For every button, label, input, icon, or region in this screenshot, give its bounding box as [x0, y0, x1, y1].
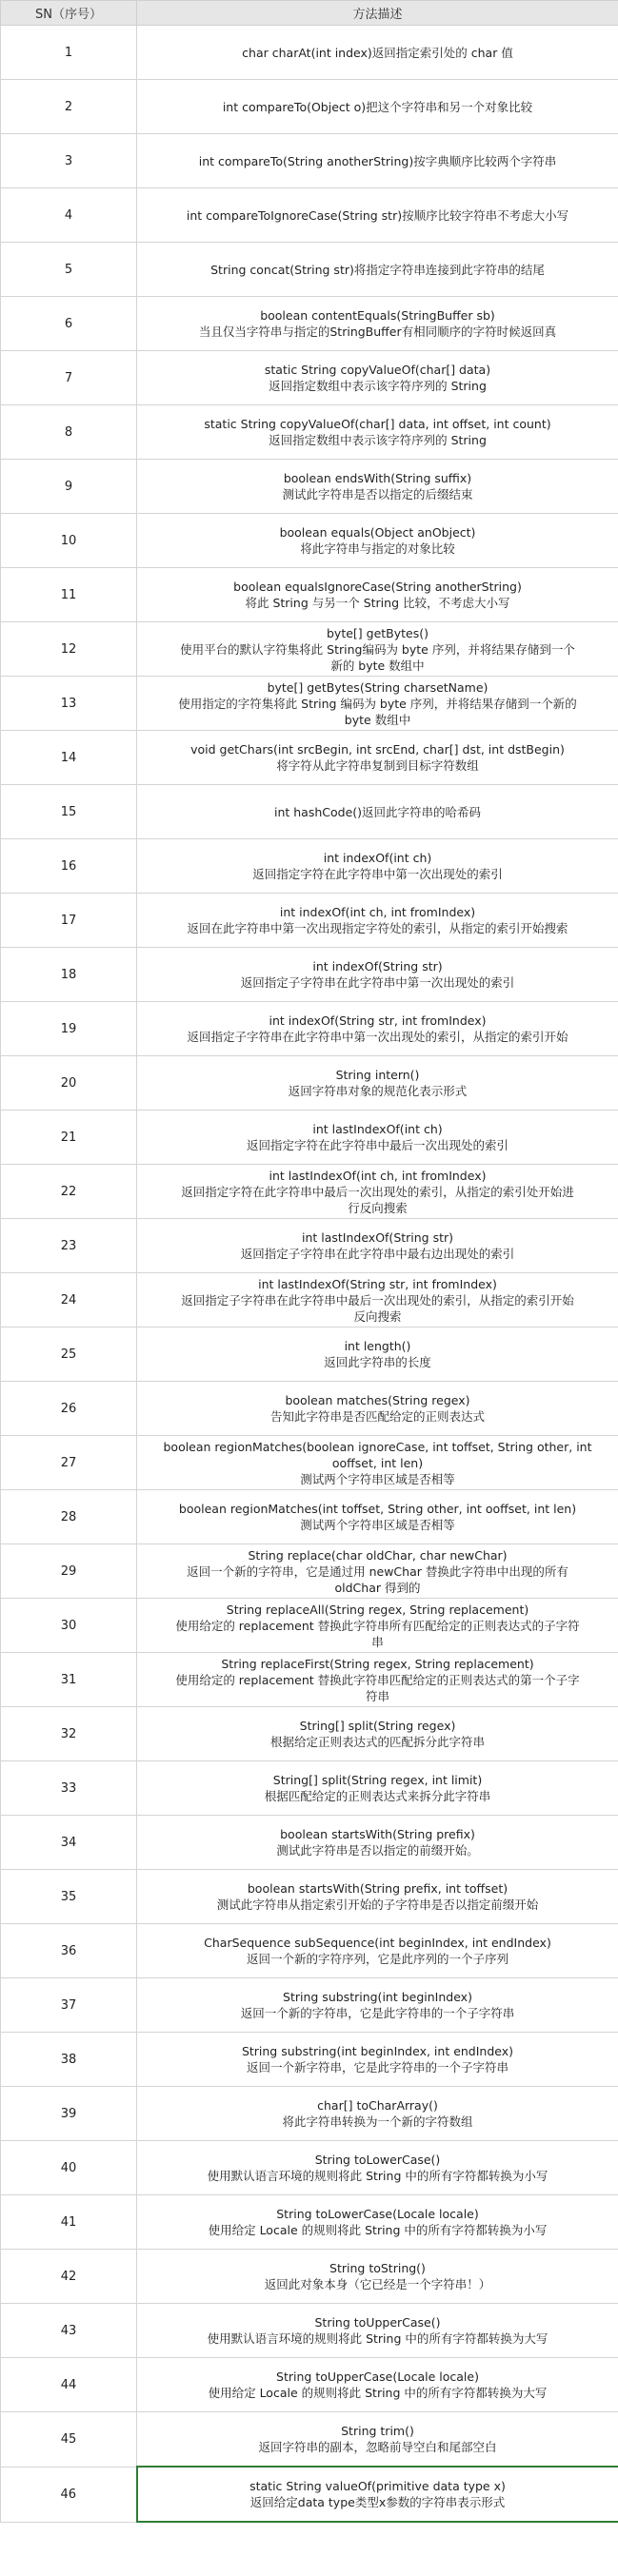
row-sn: 45 [1, 2412, 137, 2468]
table-row [1, 405, 618, 460]
row-description [137, 948, 618, 1002]
description-line: 使用默认语言环境的规则将此 String 中的所有字符都转换为大写 [207, 2331, 548, 2346]
description-line: String replaceAll(String regex, String replacement) [226, 1602, 529, 1617]
row-sn: 5 [1, 243, 137, 297]
description-line: boolean regionMatches(int toffset, String other, int ooffset, int len) [178, 1502, 577, 1516]
description-line: 将此字符串转换为一个新的字符数组 [282, 2114, 473, 2129]
row-description [137, 1761, 618, 1816]
description-line: 返回指定数组中表示该字符序列的 String [269, 379, 487, 393]
row-description [137, 677, 618, 731]
description-line: 使用给定的 replacement 替换此字符串所有匹配给定的正则表达式的子字符 [175, 1618, 580, 1633]
description-line: 串 [371, 1634, 384, 1649]
description-line: boolean startsWith(String prefix, int toffset) [247, 1881, 508, 1896]
table-row [1, 2141, 618, 2195]
description-line: 新的 byte 数组中 [330, 658, 425, 673]
table-row [1, 1111, 618, 1165]
row-sn: 42 [1, 2250, 137, 2304]
description-line: 使用给定 Locale 的规则将此 String 中的所有字符都转换为小写 [208, 2223, 548, 2237]
description-line: int lastIndexOf(int ch) [312, 1122, 443, 1136]
row-description [137, 297, 618, 351]
row-sn: 29 [1, 1544, 137, 1599]
row-sn: 27 [1, 1436, 137, 1490]
description-line: 返回指定字符在此字符串中第一次出现处的索引 [252, 867, 503, 881]
row-description [137, 351, 618, 405]
description-line: 测试此字符串是否以指定的前缀开始。 [276, 1843, 479, 1858]
description-line: CharSequence subSequence(int beginIndex, int endIndex) [204, 1936, 551, 1950]
row-sn: 26 [1, 1382, 137, 1436]
description-line: boolean equals(Object anObject) [279, 525, 476, 540]
table-row [1, 2412, 618, 2468]
row-sn: 16 [1, 839, 137, 894]
row-sn: 6 [1, 297, 137, 351]
description-line: int indexOf(int ch, int fromIndex) [279, 905, 476, 919]
row-description [137, 1219, 618, 1273]
row-description [137, 894, 618, 948]
row-description [137, 2358, 618, 2412]
row-description [137, 1490, 618, 1544]
row-sn: 14 [1, 731, 137, 785]
description-line: 返回此对象本身（它已经是一个字符串！） [264, 2277, 491, 2291]
description-line: String[] split(String regex, int limit) [272, 1773, 483, 1787]
row-sn: 22 [1, 1165, 137, 1219]
description-line: boolean startsWith(String prefix) [280, 1827, 475, 1841]
description-line: byte[] getBytes(String charsetName) [267, 679, 488, 695]
row-sn: 4 [1, 188, 137, 243]
description-line: 将此字符串与指定的对象比较 [300, 541, 455, 556]
row-sn: 24 [1, 1273, 137, 1327]
description-line: boolean endsWith(String suffix) [283, 471, 472, 485]
description-line: 返回指定子字符串在此字符串中最右边出现处的索引 [240, 1247, 515, 1261]
description-line: int compareToIgnoreCase(String str)按顺序比较字符串不考虑大小写 [186, 207, 569, 223]
table-row [1, 1165, 618, 1219]
description-line: 返回指定子字符串在此字符串中最后一次出现处的索引，从指定的索引开始 [181, 1292, 574, 1308]
description-line: 使用默认语言环境的规则将此 String 中的所有字符都转换为小写 [207, 2169, 548, 2183]
row-description [137, 2195, 618, 2250]
description-line: String[] split(String regex) [299, 1719, 456, 1733]
description-line: 测试两个字符串区域是否相等 [300, 1518, 455, 1532]
table-row [1, 1056, 618, 1111]
description-line: int compareTo(String anotherString)按字典顺序比较两个字符串 [198, 153, 557, 168]
row-sn: 40 [1, 2141, 137, 2195]
table-row [1, 26, 618, 80]
table-row [1, 297, 618, 351]
description-line: 使用给定的 replacement 替换此字符串匹配给定的正则表达式的第一个子字 [175, 1672, 580, 1687]
row-description [137, 1653, 618, 1707]
row-sn: 13 [1, 677, 137, 731]
row-description [137, 1056, 618, 1111]
row-description [137, 1544, 618, 1599]
row-sn: 35 [1, 1870, 137, 1924]
description-line: static String valueOf(primitive data type x) [249, 2479, 506, 2493]
table-row [1, 785, 618, 839]
row-description [137, 2304, 618, 2358]
row-description [137, 26, 618, 80]
row-sn: 43 [1, 2304, 137, 2358]
description-line: 返回指定子字符串在此字符串中第一次出现处的索引，从指定的索引开始 [187, 1030, 568, 1044]
row-description [137, 1924, 618, 1978]
row-sn: 41 [1, 2195, 137, 2250]
description-line: oldChar 得到的 [334, 1580, 421, 1595]
table-row [1, 1544, 618, 1599]
table-row [1, 243, 618, 297]
row-sn: 7 [1, 351, 137, 405]
description-line: byte 数组中 [344, 712, 411, 727]
description-line: 使用指定的字符集将此 String 编码为 byte 序列，并将结果存储到一个新的 [178, 696, 577, 711]
description-line: 使用平台的默认字符集将此 String编码为 byte 序列，并将结果存储到一个 [180, 641, 575, 657]
table-row [1, 2304, 618, 2358]
description-line: static String copyValueOf(char[] data) [264, 363, 491, 377]
description-line: String replace(char oldChar, char newChar) [248, 1547, 508, 1563]
description-line: char[] toCharArray() [317, 2098, 438, 2113]
row-description [137, 1111, 618, 1165]
description-line: 使用给定 Locale 的规则将此 String 中的所有字符都转换为大写 [208, 2386, 548, 2400]
table-row [1, 1707, 618, 1761]
description-line: String toString() [329, 2261, 426, 2275]
description-line: 根据匹配给定的正则表达式来拆分此字符串 [264, 1789, 491, 1803]
header-row [1, 1, 618, 26]
row-description [137, 2087, 618, 2141]
description-line: void getChars(int srcBegin, int srcEnd, char[] dst, int dstBegin) [190, 742, 565, 757]
description-line: 测试此字符串是否以指定的后缀结束 [282, 487, 473, 501]
row-description [137, 1870, 618, 1924]
row-sn: 37 [1, 1978, 137, 2033]
description-line: 测试此字符串从指定索引开始的子字符串是否以指定前缀开始 [216, 1898, 539, 1912]
row-sn: 12 [1, 622, 137, 677]
table-row [1, 2033, 618, 2087]
table-row [1, 568, 618, 622]
description-line: int indexOf(int ch) [323, 851, 432, 865]
table-row [1, 514, 618, 568]
description-line: 返回在此字符串中第一次出现指定字符处的索引，从指定的索引开始搜索 [187, 921, 568, 935]
row-sn: 19 [1, 1002, 137, 1056]
row-sn: 3 [1, 134, 137, 188]
table-row [1, 1761, 618, 1816]
description-line: boolean regionMatches(boolean ignoreCase, int toffset, String other, int [163, 1439, 592, 1454]
row-description [137, 1273, 618, 1327]
row-description [137, 1002, 618, 1056]
row-sn: 1 [1, 26, 137, 80]
row-sn: 8 [1, 405, 137, 460]
row-sn: 10 [1, 514, 137, 568]
row-description [137, 405, 618, 460]
row-sn: 31 [1, 1653, 137, 1707]
table-row [1, 731, 618, 785]
row-description [137, 2141, 618, 2195]
row-description [137, 2033, 618, 2087]
row-sn: 15 [1, 785, 137, 839]
description-line: 反向搜索 [353, 1308, 402, 1324]
description-line: 返回指定数组中表示该字符序列的 String [269, 433, 487, 447]
table-row [1, 1978, 618, 2033]
row-sn: 25 [1, 1327, 137, 1382]
table-row [1, 894, 618, 948]
table-row [1, 1490, 618, 1544]
row-description [137, 622, 618, 677]
description-line: int lastIndexOf(int ch, int fromIndex) [269, 1168, 487, 1183]
description-line: byte[] getBytes() [326, 625, 429, 640]
description-line: 测试两个字符串区域是否相等 [300, 1471, 455, 1486]
row-sn: 39 [1, 2087, 137, 2141]
description-line: 返回指定字符在此字符串中最后一次出现处的索引，从指定的索引处开始进 [181, 1184, 574, 1199]
description-line: 将此 String 与另一个 String 比较，不考虑大小写 [245, 596, 510, 610]
description-line: 行反向搜索 [348, 1200, 408, 1215]
row-sn: 17 [1, 894, 137, 948]
description-line: int indexOf(String str) [312, 959, 443, 973]
description-line: boolean matches(String regex) [285, 1393, 470, 1407]
row-sn: 28 [1, 1490, 137, 1544]
description-line: 符串 [365, 1688, 389, 1703]
description-line: int lastIndexOf(String str) [301, 1230, 454, 1245]
description-line: boolean contentEquals(StringBuffer sb) [260, 308, 495, 323]
row-sn: 21 [1, 1111, 137, 1165]
description-line: int length() [344, 1339, 411, 1353]
description-line: char charAt(int index)返回指定索引处的 char 值 [242, 45, 513, 60]
table-row [1, 351, 618, 405]
description-line: String substring(int beginIndex, int endIndex) [241, 2044, 514, 2058]
table-row [1, 1382, 618, 1436]
table-row [1, 948, 618, 1002]
table-row [1, 622, 618, 677]
row-sn: 20 [1, 1056, 137, 1111]
row-sn: 11 [1, 568, 137, 622]
table-row [1, 1436, 618, 1490]
row-sn: 9 [1, 460, 137, 514]
description-line: String substring(int beginIndex) [283, 1990, 472, 2004]
row-sn: 32 [1, 1707, 137, 1761]
table-row [1, 2195, 618, 2250]
row-description [137, 1816, 618, 1870]
description-line: 告知此字符串是否匹配给定的正则表达式 [269, 1409, 485, 1424]
row-sn: 44 [1, 2358, 137, 2412]
row-sn: 36 [1, 1924, 137, 1978]
row-description [137, 1978, 618, 2033]
row-description [137, 839, 618, 894]
table-row [1, 1002, 618, 1056]
description-line: 返回一个新的字符序列，它是此序列的一个子序列 [246, 1952, 508, 1966]
table-row [1, 1327, 618, 1382]
row-description [137, 188, 618, 243]
header-sn: SN（序号） [1, 1, 137, 26]
row-description [137, 1599, 618, 1653]
row-description [137, 1382, 618, 1436]
table-row [1, 460, 618, 514]
description-line: String toUpperCase() [314, 2315, 441, 2330]
row-description [137, 460, 618, 514]
description-line: 返回给定data type类型x参数的字符串表示形式 [249, 2495, 506, 2509]
description-line: String toLowerCase(Locale locale) [276, 2207, 479, 2221]
row-description [137, 785, 618, 839]
description-line: 返回字符串对象的规范化表示形式 [288, 1084, 468, 1098]
description-line: 返回一个新字符串，它是此字符串的一个子字符串 [246, 2060, 508, 2075]
description-line: boolean equalsIgnoreCase(String anotherString) [233, 580, 522, 594]
table-body [1, 26, 618, 2523]
description-line: static String copyValueOf(char[] data, int offset, int count) [204, 417, 551, 431]
table-row [1, 2358, 618, 2412]
table-row [1, 839, 618, 894]
row-sn: 34 [1, 1816, 137, 1870]
row-sn: 30 [1, 1599, 137, 1653]
row-description [137, 1707, 618, 1761]
description-line: String toLowerCase() [314, 2153, 441, 2167]
table-row [1, 677, 618, 731]
row-description [137, 80, 618, 134]
description-line: int lastIndexOf(String str, int fromIndex) [258, 1276, 497, 1291]
description-line: String intern() [335, 1068, 420, 1082]
table-row [1, 2467, 618, 2522]
description-line: 当且仅当字符串与指定的StringBuffer有相同顺序的字符时候返回真 [198, 324, 557, 339]
row-description [137, 2250, 618, 2304]
description-line: ooffset, int len) [331, 1455, 424, 1470]
table-row [1, 2087, 618, 2141]
description-line: String replaceFirst(String regex, String replacement) [221, 1656, 534, 1671]
row-sn: 2 [1, 80, 137, 134]
row-description [137, 1165, 618, 1219]
row-description [137, 2412, 618, 2468]
header-desc: 方法描述 [137, 1, 618, 26]
description-line: String toUpperCase(Locale locale) [276, 2370, 479, 2384]
description-line: 返回此字符串的长度 [324, 1355, 431, 1369]
row-description [137, 134, 618, 188]
description-line: 返回一个新的字符串，它是通过用 newChar 替换此字符串中出现的所有 [187, 1563, 568, 1579]
table-row [1, 1870, 618, 1924]
description-line: 返回指定子字符串在此字符串中第一次出现处的索引 [240, 975, 515, 990]
description-line: int indexOf(String str, int fromIndex) [269, 1013, 487, 1028]
description-line: String trim() [341, 2424, 414, 2438]
row-sn: 46 [1, 2467, 137, 2522]
description-line: String concat(String str)将指定字符串连接到此字符串的结尾 [210, 262, 545, 277]
description-line: 返回指定字符在此字符串中最后一次出现处的索引 [246, 1138, 508, 1152]
description-line: int hashCode()返回此字符串的哈希码 [273, 804, 482, 819]
description-line: 返回一个新的字符串，它是此字符串的一个子字符串 [240, 2006, 515, 2020]
row-description [137, 514, 618, 568]
row-description [137, 568, 618, 622]
table-row [1, 1924, 618, 1978]
table-row [1, 188, 618, 243]
description-line: 返回字符串的副本，忽略前导空白和尾部空白 [258, 2440, 497, 2454]
row-description [137, 243, 618, 297]
row-sn: 38 [1, 2033, 137, 2087]
description-line: 根据给定正则表达式的匹配拆分此字符串 [269, 1735, 485, 1749]
table-row [1, 1653, 618, 1707]
table-row [1, 1599, 618, 1653]
table-row [1, 1219, 618, 1273]
description-line: 将字符从此字符串复制到目标字符数组 [276, 758, 479, 773]
table-row [1, 1273, 618, 1327]
table-row [1, 134, 618, 188]
description-line: int compareTo(Object o)把这个字符串和另一个对象比较 [222, 99, 533, 114]
row-description [137, 731, 618, 785]
table-row [1, 2250, 618, 2304]
row-description [137, 1436, 618, 1490]
row-description [137, 1327, 618, 1382]
row-sn: 18 [1, 948, 137, 1002]
row-sn: 23 [1, 1219, 137, 1273]
table-row [1, 80, 618, 134]
row-sn: 33 [1, 1761, 137, 1816]
row-description [137, 2467, 618, 2522]
table-row [1, 1816, 618, 1870]
